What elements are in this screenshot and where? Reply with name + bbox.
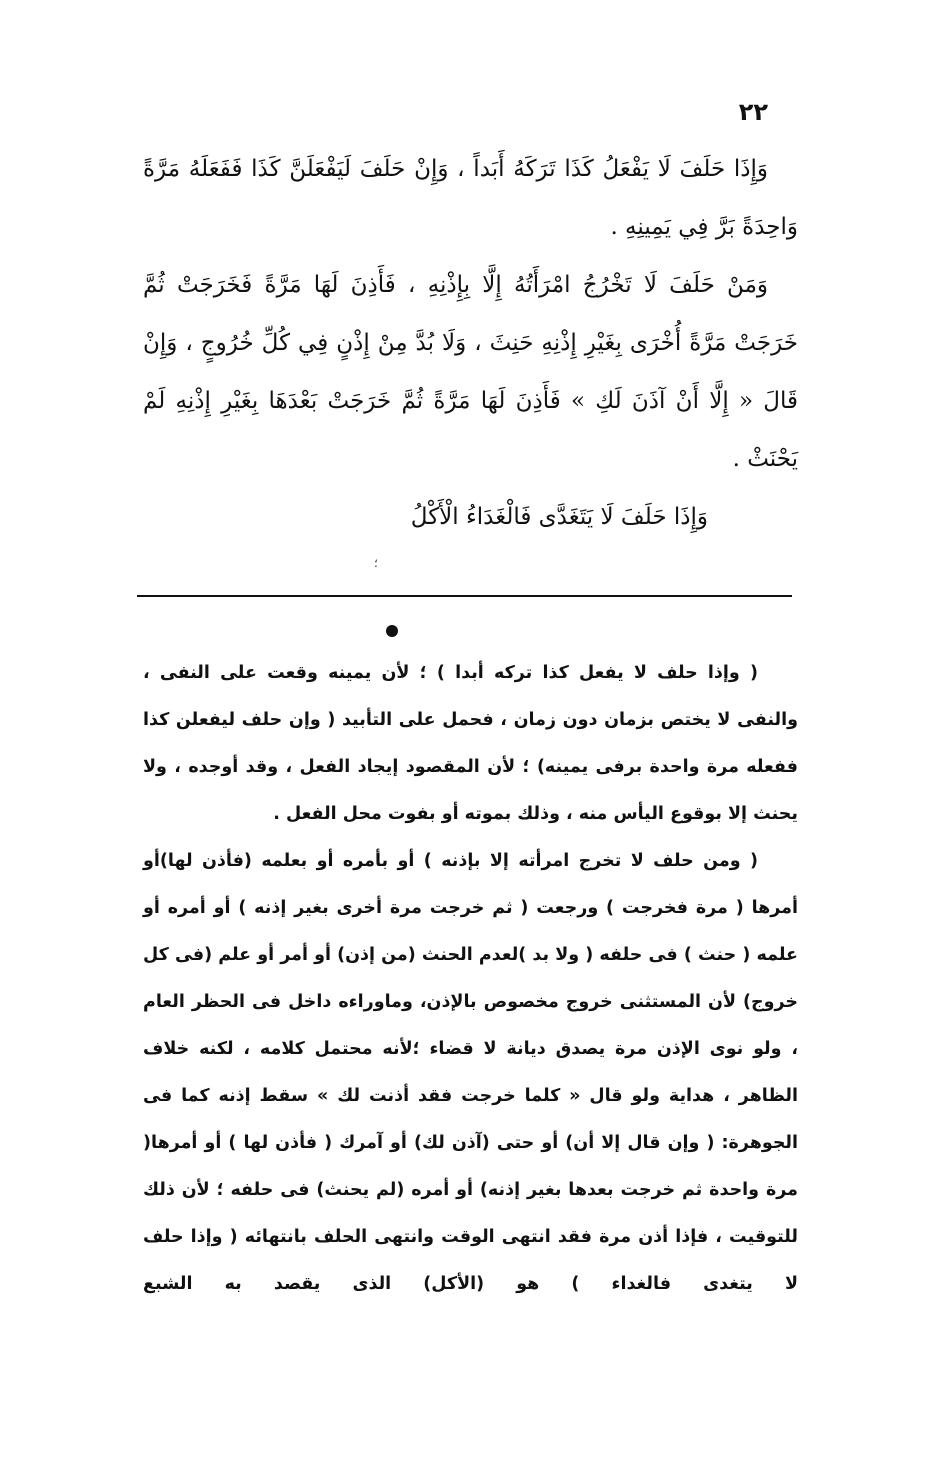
stray-mark: ؛	[374, 556, 378, 570]
commentary-block	[143, 650, 798, 1308]
main-paragraph-3: وَإِذَا حَلَفَ لَا يَتَغَدَّى فَالْغَدَاءُ الْأَكْلُ	[410, 504, 708, 530]
commentary-paragraph-1: ( وإذا حلف لا يفعل كذا تركه أبدا ) ؛ لأن يمينه وقعت على النفى ، والنفى لا يختص بزمان دون زمان ، فحمل على التأبيد ( وإن حلف ليفعلن كذا ففعله مرة واحدة برفى يمينه) ؛ لأن المقصود إيجاد الفعل ، وقد أوجده ، ولا يحنث إلا بوقوع اليأس منه ، وذلك بموته أو بفوت محل الفعل .	[143, 663, 798, 824]
main-text-block	[143, 140, 798, 546]
commentary-paragraph-2: ( ومن حلف لا تخرج امرأته إلا بإذنه ) أو بأمره أو بعلمه (فأذن لها)أو أمرها ( مرة فخرجت ) ورجعت ( ثم خرجت مرة أخرى بغير إذنه ) أو أمره أو علمه ( حنث ) فى حلفه ( ولا بد )لعدم الحنث (من إذن) أو أمر أو علم (فى كل خروج) لأن المستثنى خروج مخصوص بالإذن، وماوراءه داخل فى الحظر العام ، ولو نوى الإذن مرة يصدق ديانة لا قضاء ؛لأنه محتمل كلامه ، لكنه خلاف الظاهر ، هداية ولو قال « كلما خرجت فقد أذنت لك » سقط إذنه كما فى الجوهرة: ( وإن قال إلا أن) أو حتى (آذن لك) أو آمرك ( فأذن لها ) أو أمرها( مرة واحدة ثم خرجت بعدها بغير إذنه) أو أمره (لم يحنث) فى حلفه ؛ لأن ذلك للتوقيت ، فإذا أذن مرة فقد انتهى الوقت وانتهى الحلف بانتهائه ( وإذا حلف لا يتغدى فالغداء ) هو (الأكل) الذى يقصد به الشبع	[143, 851, 798, 1294]
footnote-divider	[137, 595, 792, 597]
main-paragraph-1: وَإِذَا حَلَفَ لَا يَفْعَلُ كَذَا تَرَكَهُ أَبَداً ، وَإِنْ حَلَفَ لَيَفْعَلَنَّ كَذَا فَفَعَلَهُ مَرَّةً وَاحِدَةً بَرَّ فِي يَمِينِهِ .	[143, 156, 798, 240]
main-paragraph-2: وَمَنْ حَلَفَ لَا تَخْرُجُ امْرَأَتُهُ إِلَّا بِإِذْنِهِ ، فَأَذِنَ لَهَا مَرَّةً فَخَرَجَتْ ثُمَّ خَرَجَتْ مَرَّةً أُخْرَى بِغَيْرِ إِذْنِهِ حَنِثَ ، وَلَا بُدَّ مِنْ إِذْنٍ فِي كُلِّ خُرُوجٍ ، وَإِنْ قَالَ « إِلَّا أَنْ آذَنَ لَكِ » فَأَذِنَ لَهَا مَرَّةً ثُمَّ خَرَجَتْ بَعْدَهَا بِغَيْرِ إِذْنِهِ لَمْ يَحْنَثْ .	[143, 272, 798, 472]
dot-ornament-icon	[386, 625, 398, 637]
page-number: ٢٢	[738, 98, 768, 126]
